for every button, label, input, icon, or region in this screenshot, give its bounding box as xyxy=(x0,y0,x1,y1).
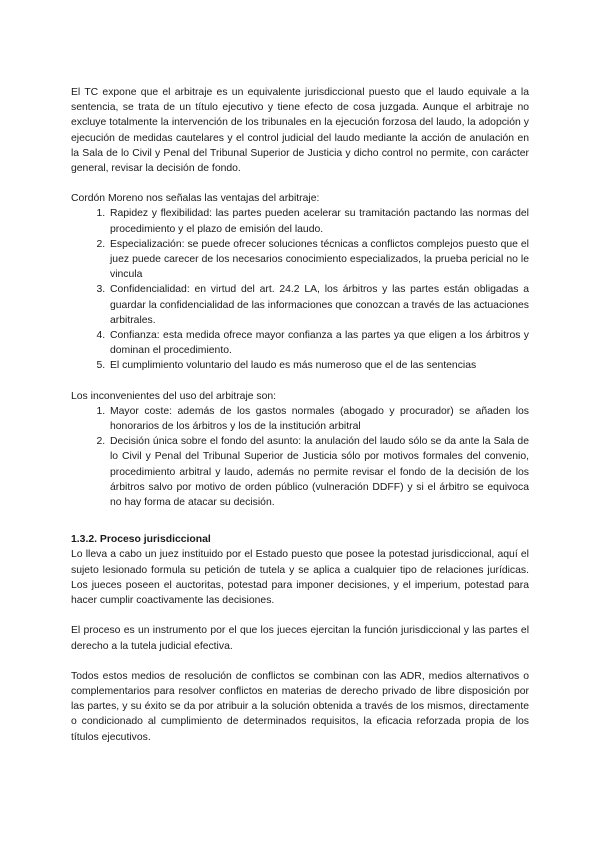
paragraph-proceso-1: Lo lleva a cabo un juez instituido por el Estado puesto que posee la potestad jurisdiccional, aquí el sujeto lesionado formula su petición de tutela y se aplica a cualquier tipo de relaciones jurídicas. Los jueces poseen el auctoritas, potestad para imponer decisiones, y el imperium, potestad para hacer cumplir coactivamente las decisiones. xyxy=(71,549,529,607)
ventajas-list xyxy=(71,206,529,373)
inconvenientes-intro: Los inconvenientes del uso del arbitraje son: xyxy=(71,390,277,402)
spacer xyxy=(71,176,529,191)
spacer xyxy=(71,374,529,389)
spacer xyxy=(71,510,529,532)
list-item: 2. Decisión única sobre el fondo del asunto: la anulación del laudo sólo se da ante la Sala de lo Civil y Penal del Tribunal Superior de Justicia sólo por motivos formales del convenio, procedimiento arbitral y laudo, además no permite revisar el fondo de la decisión de los árbitros salvo por motivo de orden público (vulneración DDFF) y si el árbitro se equivoca no hay forma de atacar su decisión. xyxy=(108,434,529,510)
paragraph-tc-arbitraje: El TC expone que el arbitraje es un equivalente jurisdiccional puesto que el laudo equivale a la sentencia, se trata de un título ejecutivo y tiene efecto de cosa juzgada. Aunque el arbitraje no excluye totalmente la intervención de los tribunales en la ejecución forzosa del laudo, la adopción y ejecución de medidas cautelares y el control judicial del laudo mediante la acción de anulación en la Sala de lo Civil y Penal del Tribunal Superior de Justicia y dicho control no permite, con carácter general, revisar la decisión de fondo. xyxy=(71,87,529,175)
spacer xyxy=(71,654,529,669)
list-item: 1. Mayor coste: además de los gastos normales (abogado y procurador) se añaden los honorarios de los árbitros y los de la institución arbitral xyxy=(108,404,529,434)
paragraph-adr: Todos estos medios de resolución de conflictos se combinan con las ADR, medios alternativos o complementarios para resolver conflictos en materias de derecho privado de libre disposición por las partes, y su éxito se da por atribuir a la solución obtenida a través de los mismos, directamente o condicionado al cumplimiento de determinados requisitos, la eficacia reforzada propia de los títulos ejecutivos. xyxy=(71,670,529,743)
list-item: 2. Especialización: se puede ofrecer soluciones técnicas a conflictos complejos puesto que el juez puede carecer de los necesarios conocimiento especializados, la prueba pericial no le vincula xyxy=(108,237,529,283)
inconvenientes-list xyxy=(71,404,529,510)
spacer xyxy=(71,608,529,623)
list-item: 1. Rapidez y flexibilidad: las partes pueden acelerar su tramitación pactando las normas del procedimiento y el plazo de emisión del laudo. xyxy=(108,206,529,236)
list-item: 3. Confidencialidad: en virtud del art. 24.2 LA, los árbitros y las partes están obligadas a guardar la confidencialidad de las informaciones que conozcan a través de las actuaciones arbitrales. xyxy=(108,282,529,328)
ventajas-intro: Cordón Moreno nos señalas las ventajas del arbitraje: xyxy=(71,193,320,205)
list-item: 4. Confianza: esta medida ofrece mayor confianza a las partes ya que eligen a los árbitros y dominan el procedimiento. xyxy=(108,328,529,358)
section-heading: 1.3.2. Proceso jurisdiccional xyxy=(71,534,211,546)
paragraph-proceso-2: El proceso es un instrumento por el que los jueces ejercitan la función jurisdiccional y las partes el derecho a la tutela judicial efectiva. xyxy=(71,625,529,652)
list-item: 5. El cumplimiento voluntario del laudo es más numeroso que el de las sentencias xyxy=(108,358,529,373)
